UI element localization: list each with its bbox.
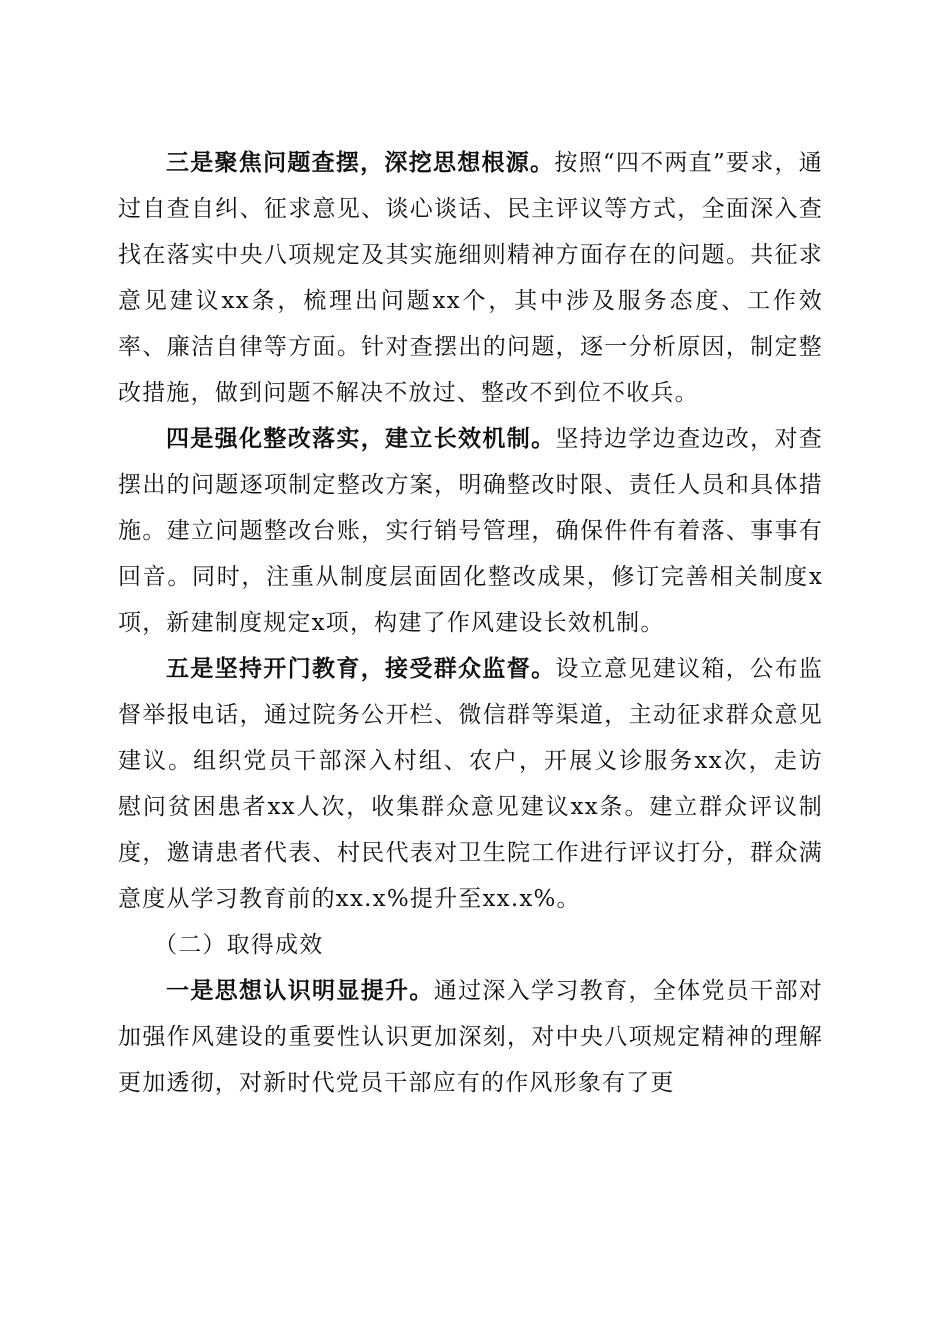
paragraph-lead: 五是坚持开门教育，接受群众监督。	[166, 655, 556, 682]
paragraph-lead: 四是强化整改落实，建立长效机制。	[166, 425, 556, 452]
paragraph-text: 设立意见建议箱，公布监督举报电话，通过院务公开栏、微信群等渠道，主动征求群众意见建议。组织党员干部深入村组、农户，开展义诊服务xx次，走访慰问贫困患者xx人次，收集群众意见建议xx条。建立群众评议制度，邀请患者代表、村民代表对卫生院工作进行评议打分，群众满意度从学习教育前的xx.x%提升至xx.x%。	[118, 656, 824, 912]
document-body	[118, 140, 823, 1106]
paragraph-text: 坚持边学边查边改，对查摆出的问题逐项制定整改方案，明确整改时限、责任人员和具体措施。建立问题整改台账，实行销号管理，确保件件有着落、事事有回音。同时，注重从制度层面固化整改成果，修订完善相关制度x项，新建制度规定x项，构建了作风建设长效机制。	[118, 426, 824, 636]
paragraph-text: 按照“四不两直”要求，通过自查自纠、征求意见、谈心谈话、民主评议等方式，全面深入查找在落实中央八项规定及其实施细则精神方面存在的问题。共征求意见建议xx条，梳理出问题xx个，其中涉及服务态度、工作效率、廉洁自律等方面。针对查摆出的问题，逐一分析原因，制定整改措施，做到问题不解决不放过、整改不到位不收兵。	[118, 150, 823, 406]
paragraph-lead: 一是思想认识明显提升。	[166, 977, 434, 1004]
section-subheading: （二）取得成效	[154, 932, 324, 958]
paragraph-awareness-improved	[118, 968, 823, 1106]
paragraph-problem-finding	[118, 140, 823, 416]
paragraph-lead: 三是聚焦问题查摆，深挖思想根源。	[166, 149, 555, 176]
paragraph-rectification	[118, 416, 823, 646]
paragraph-open-education	[118, 646, 823, 922]
paragraph-text: 通过深入学习教育，全体党员干部对加强作风建设的重要性认识更加深刻，对中央八项规定精神的理解更加透彻，对新时代党员干部应有的作风形象有了更	[118, 978, 824, 1096]
